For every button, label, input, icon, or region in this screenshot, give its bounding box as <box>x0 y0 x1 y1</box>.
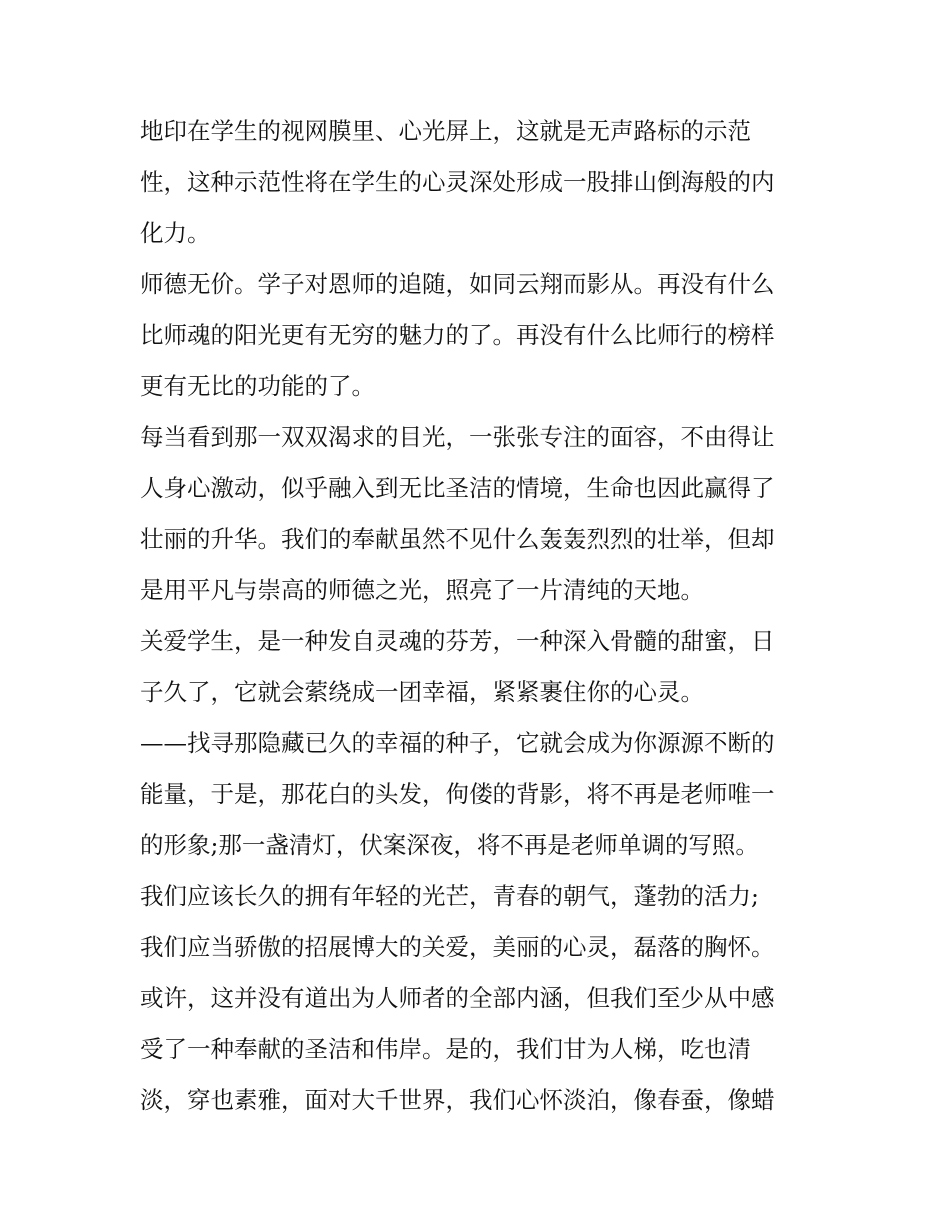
text-line: 壮丽的升华。我们的奉献虽然不见什么轰轰烈烈的壮举，但却 <box>140 525 775 553</box>
text-line: 淡，穿也素雅，面对大千世界，我们心怀淡泊，像春蚕，像蜡 <box>140 1086 775 1114</box>
body-text <box>140 106 830 1126</box>
text-line: 更有无比的功能的了。 <box>140 372 375 400</box>
text-line: 我们应该长久的拥有年轻的光芒，青春的朝气，蓬勃的活力; <box>140 882 759 910</box>
text-line: 子久了，它就会萦绕成一团幸福，紧紧裹住你的心灵。 <box>140 678 704 706</box>
text-line: 的形象;那一盏清灯，伏案深夜，将不再是老师单调的写照。 <box>140 831 759 859</box>
text-line: 或许，这并没有道出为人师者的全部内涵，但我们至少从中感 <box>140 984 775 1012</box>
text-line: 化力。 <box>140 219 211 247</box>
text-line: 我们应当骄傲的招展博大的关爱，美丽的心灵，磊落的胸怀。 <box>140 933 775 961</box>
text-line: ——找寻那隐藏已久的幸福的种子，它就会成为你源源不断的 <box>140 729 775 757</box>
text-line: 是用平凡与崇高的师德之光，照亮了一片清纯的天地。 <box>140 576 704 604</box>
text-line: 人身心激动，似乎融入到无比圣洁的情境，生命也因此赢得了 <box>140 474 775 502</box>
text-line: 比师魂的阳光更有无穷的魅力的了。再没有什么比师行的榜样 <box>140 321 775 349</box>
text-line: 地印在学生的视网膜里、心光屏上，这就是无声路标的示范 <box>140 117 751 145</box>
text-line: 性，这种示范性将在学生的心灵深处形成一股排山倒海般的内 <box>140 168 775 196</box>
text-line: 受了一种奉献的圣洁和伟岸。是的，我们甘为人梯，吃也清 <box>140 1035 751 1063</box>
text-line: 师德无价。学子对恩师的追随，如同云翔而影从。再没有什么 <box>140 270 775 298</box>
text-line: 关爱学生，是一种发自灵魂的芬芳，一种深入骨髓的甜蜜，日 <box>140 627 775 655</box>
text-line: 能量，于是，那花白的头发，佝偻的背影，将不再是老师唯一 <box>140 780 775 808</box>
text-line: 每当看到那一双双渴求的目光，一张张专注的面容，不由得让 <box>140 423 775 451</box>
